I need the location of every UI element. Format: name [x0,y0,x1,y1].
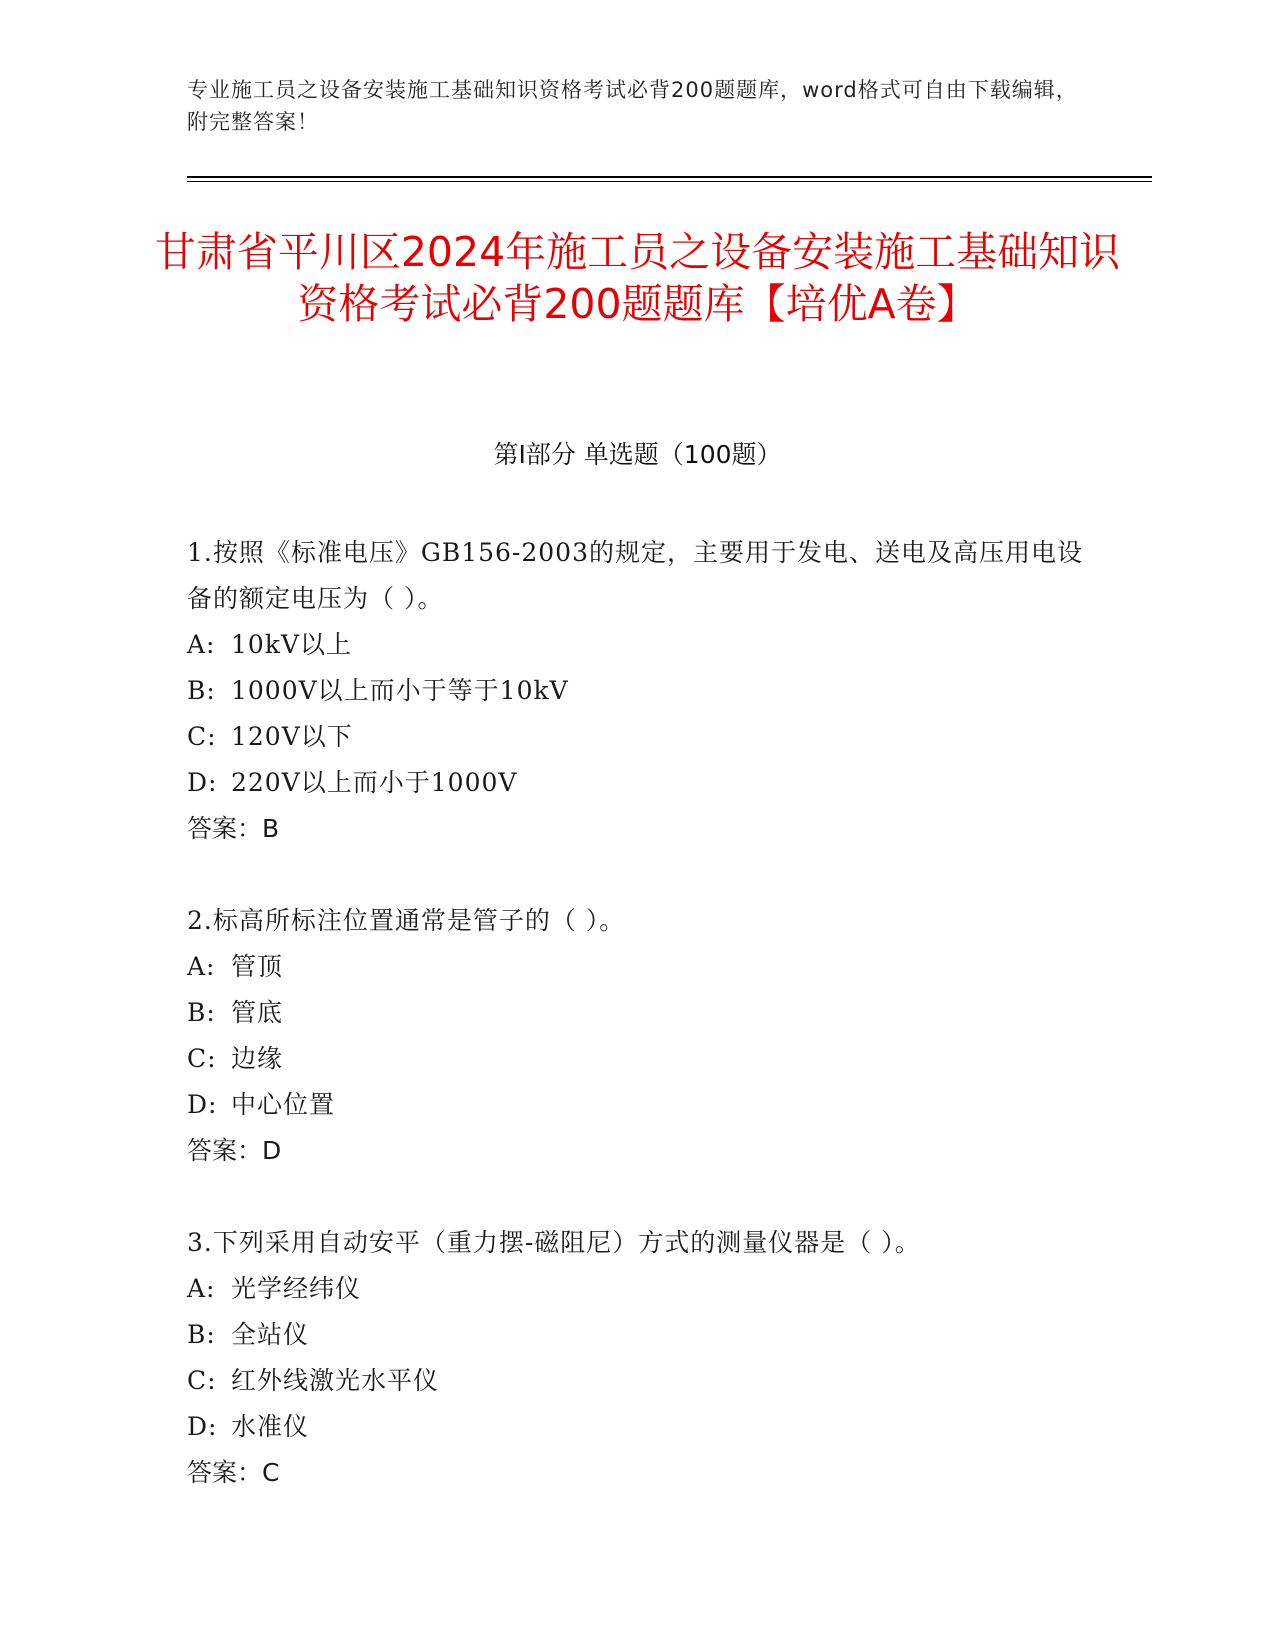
option-letter: C: [187,1366,217,1395]
question-stem: 3.下列采用自动安平（重力摆-磁阻尼）方式的测量仪器是（ ）。 [187,1228,921,1257]
document-title: 甘肃省平川区2024年施工员之设备安装施工基础知识资格考试必背200题题库【培优A卷】 [154,228,1121,328]
option-text: 220V以上而小于1000V [231,768,518,797]
option-text: 管底 [231,998,284,1027]
option-letter: D: [187,1090,218,1119]
option-a [187,622,1087,668]
section-heading: 第I部分 单选题（100题） [493,440,782,469]
option-b [187,990,1087,1036]
question-stem: 2.标高所标注位置通常是管子的（ ）。 [187,906,626,935]
option-letter: B: [187,1320,216,1349]
option-letter: A: [187,952,216,981]
option-letter: C: [187,1044,217,1073]
option-c [187,1036,1087,1082]
option-letter: B: [187,998,216,1027]
option-letter: D: [187,768,218,797]
header-divider-thin [187,181,1152,182]
question-list [187,530,1087,1542]
header-note: 专业施工员之设备安装施工基础知识资格考试必背200题题库，word格式可自由下载编辑，附完整答案！ [187,78,1078,134]
option-letter: A: [187,630,216,659]
option-text: 中心位置 [231,1090,336,1119]
option-text: 管顶 [231,952,284,981]
option-text: 1000V以上而小于等于10kV [231,676,569,705]
answer-line: 答案：B [187,814,280,843]
question-stem: 1.按照《标准电压》GB156-2003的规定，主要用于发电、送电及高压用电设备的额定电压为（ ）。 [187,538,1083,613]
option-text: 光学经纬仪 [231,1274,362,1303]
answer-line: 答案：C [187,1458,280,1487]
option-text: 水准仪 [231,1412,310,1441]
option-letter: A: [187,1274,216,1303]
option-a [187,1266,1087,1312]
header-divider-thick [187,176,1152,178]
option-text: 全站仪 [231,1320,310,1349]
option-text: 10kV以上 [231,630,353,659]
option-a [187,944,1087,990]
option-d [187,760,1087,806]
option-c [187,714,1087,760]
answer-line: 答案：D [187,1136,282,1165]
option-c [187,1358,1087,1404]
option-d [187,1082,1087,1128]
question-item [187,530,1087,852]
option-letter: B: [187,676,216,705]
question-item [187,1220,1087,1496]
option-b [187,668,1087,714]
option-b [187,1312,1087,1358]
option-letter: D: [187,1412,218,1441]
option-text: 边缘 [231,1044,284,1073]
option-d [187,1404,1087,1450]
option-text: 120V以下 [231,722,353,751]
question-item [187,898,1087,1174]
option-letter: C: [187,722,217,751]
option-text: 红外线激光水平仪 [231,1366,440,1395]
